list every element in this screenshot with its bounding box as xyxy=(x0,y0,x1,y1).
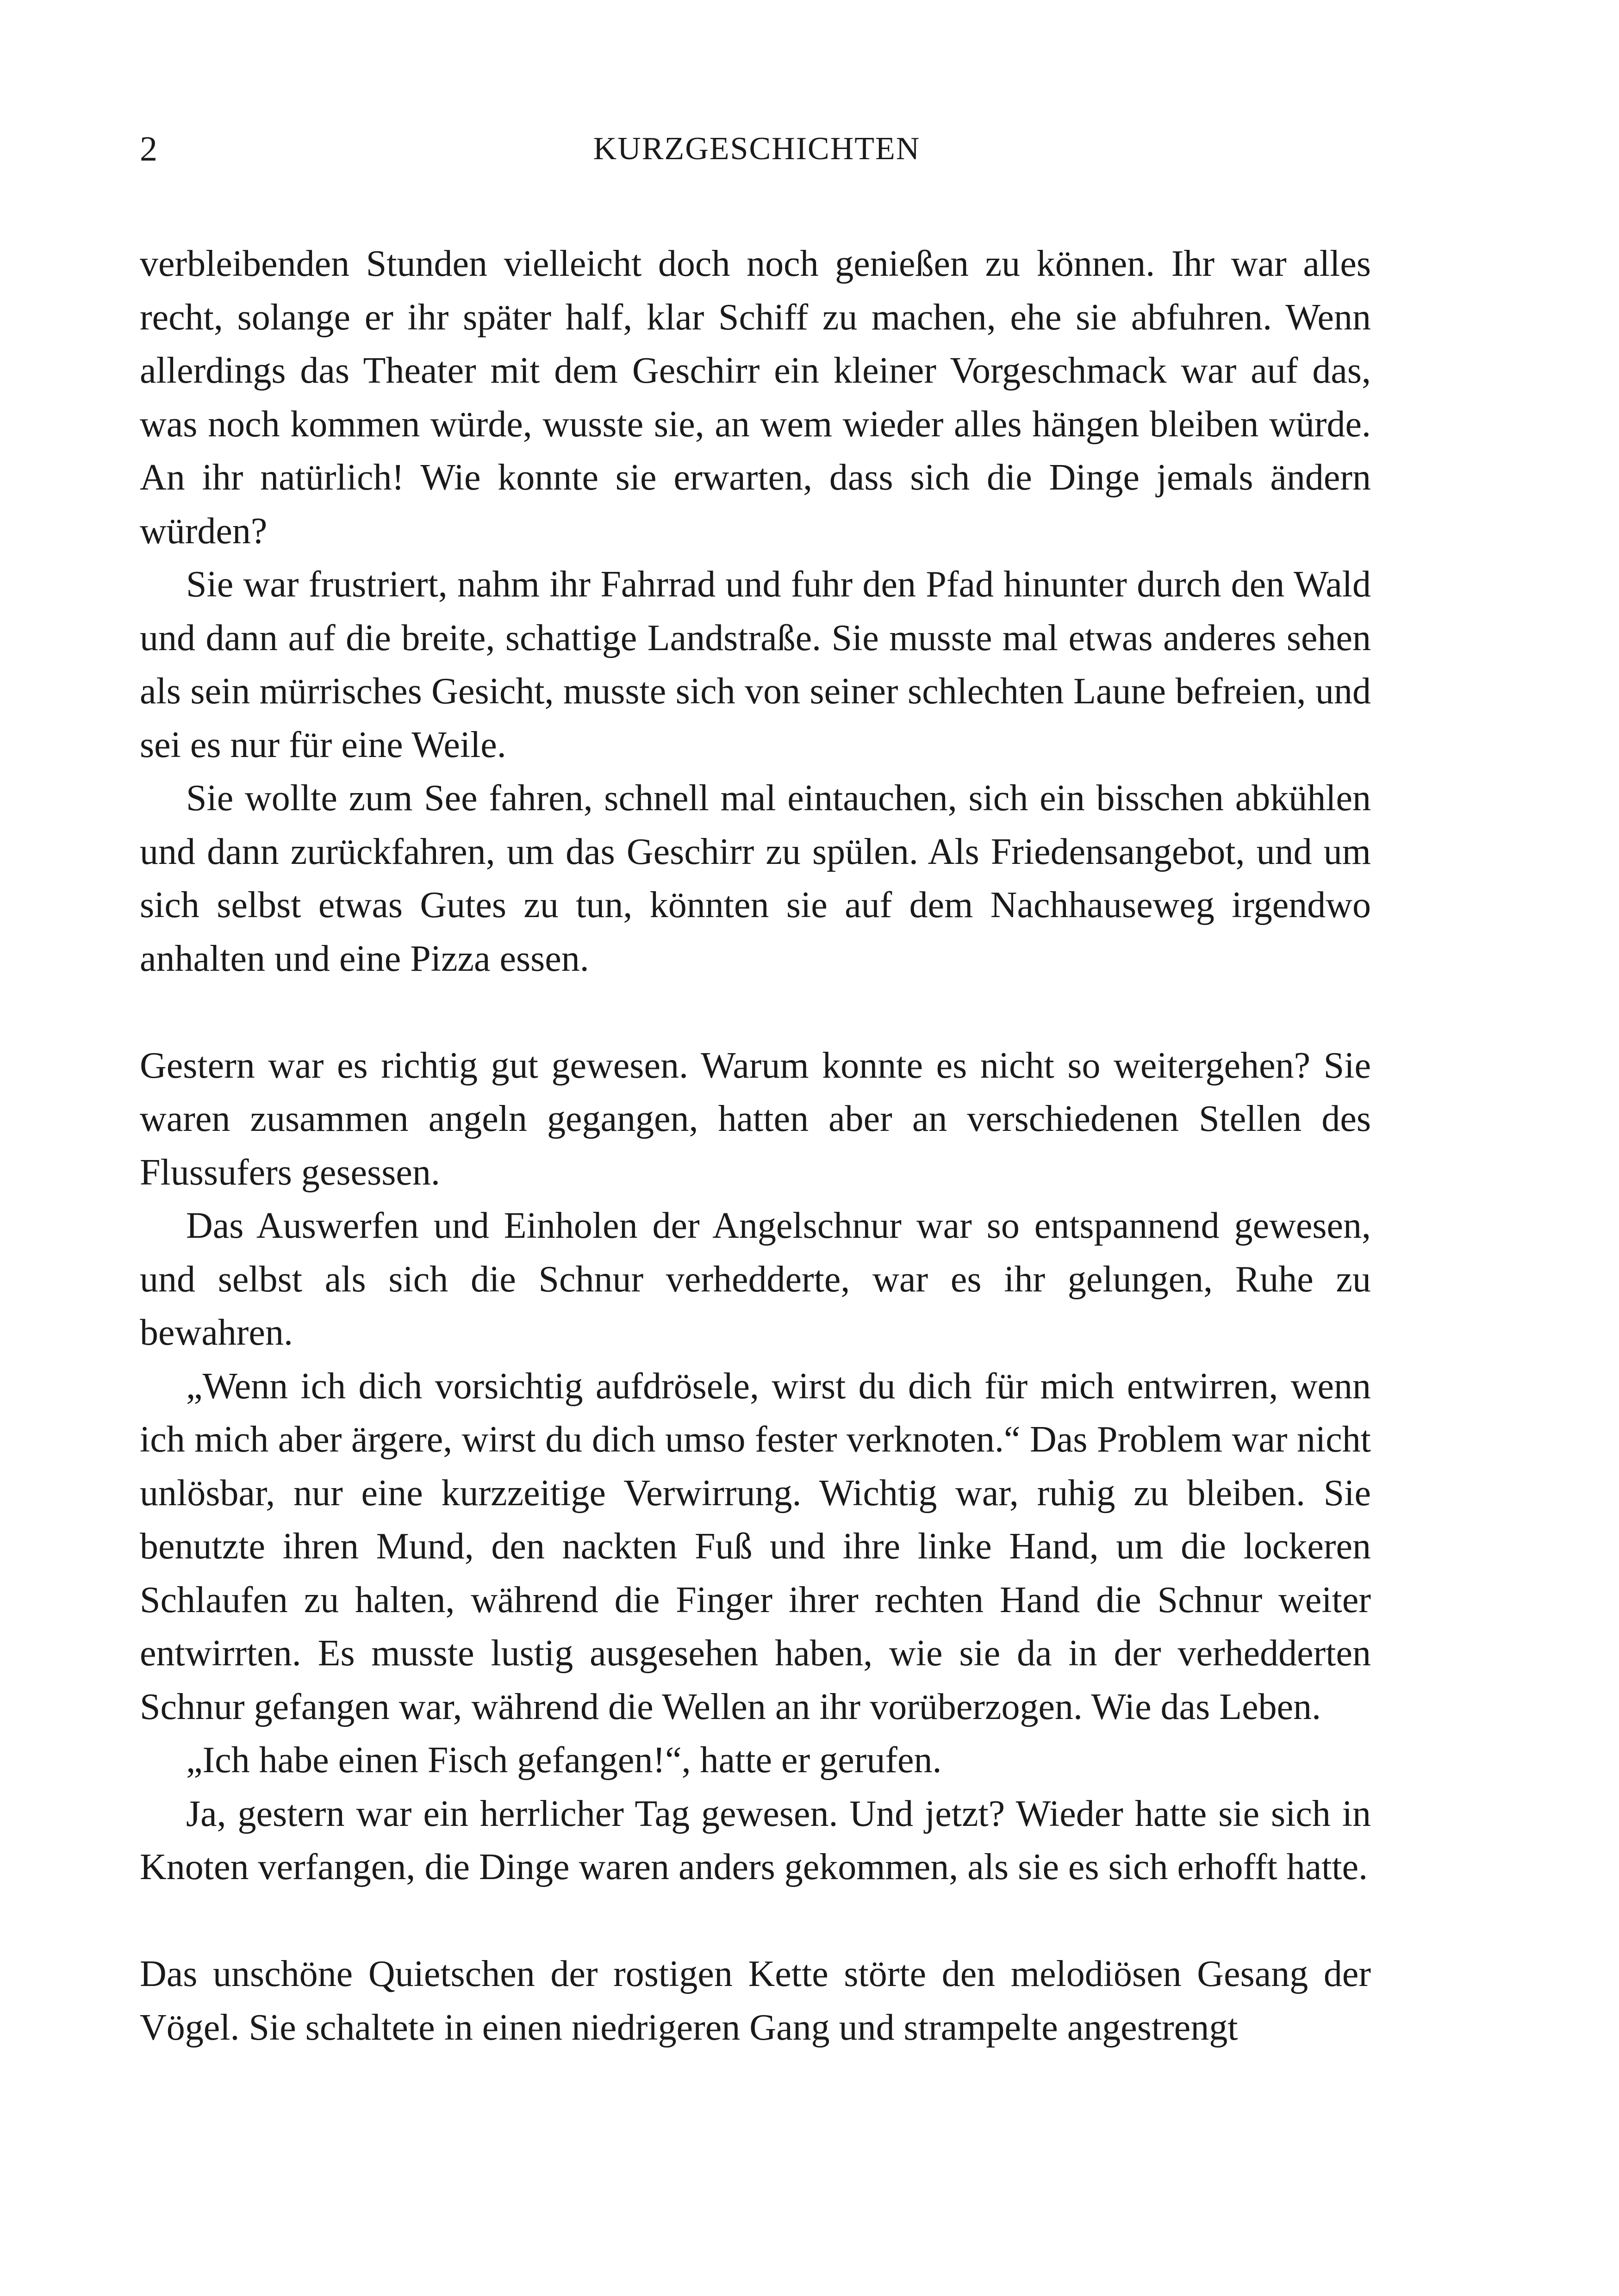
page-number: 2 xyxy=(140,130,157,168)
paragraph: Sie wollte zum See fahren, schnell mal eintauchen, sich ein bisschen abkühlen und dann zurückfahren, um das Geschirr zu spülen. Als Friedensangebot, und um sich selbst etwas Gutes zu tun, könnten sie auf dem Nachhauseweg irgendwo anhalten und eine Pizza essen. xyxy=(140,778,1371,979)
body-text xyxy=(140,237,1371,2054)
section-break xyxy=(140,1894,1371,1948)
paragraph: „Wenn ich dich vorsichtig aufdrösele, wirst du dich für mich entwirren, wenn ich mich aber ärgere, wirst du dich umso fester verknoten.“ Das Problem war nicht unlösbar, nur eine kurzzeitige Verwirrung. Wichtig war, ruhig zu bleiben. Sie benutzte ihren Mund, den nackten Fuß und ihre linke Hand, um die lockeren Schlaufen zu halten, während die Finger ihrer rechten Hand die Schnur weiter entwirrten. Es musste lustig ausgesehen haben, wie sie da in der verhedderten Schnur gefangen war, während die Wellen an ihr vorüberzogen. Wie das Leben. xyxy=(140,1365,1371,1727)
section-break xyxy=(140,986,1371,1039)
paragraph: Das Auswerfen und Einholen der Angelschnur war so entspannend gewesen, und selbst als sich die Schnur verhedderte, war es ihr gelungen, Ruhe zu bewahren. xyxy=(140,1205,1371,1353)
paragraph: verbleibenden Stunden vielleicht doch noch genießen zu können. Ihr war alles recht, solange er ihr später half, klar Schiff zu machen, ehe sie abfuhren. Wenn allerdings das Theater mit dem Geschirr ein kleiner Vorgeschmack war auf das, was noch kommen würde, wusste sie, an wem wieder alles hängen bleiben würde. An ihr natürlich! Wie konnte sie erwarten, dass sich die Dinge jemals ändern würden? xyxy=(140,243,1371,552)
running-head: KURZGESCHICHTEN xyxy=(593,131,921,167)
paragraph: „Ich habe einen Fisch gefangen!“, hatte er gerufen. xyxy=(186,1740,942,1781)
paragraph: Ja, gestern war ein herrlicher Tag gewesen. Und jetzt? Wieder hatte sie sich in Knoten verfangen, die Dinge waren anders gekommen, als sie es sich erhofft hatte. xyxy=(140,1793,1371,1887)
paragraph: Gestern war es richtig gut gewesen. Warum konnte es nicht so weitergehen? Sie waren zusammen angeln gegangen, hatten aber an verschiedenen Stellen des Flussufers gesessen. xyxy=(140,1045,1371,1193)
page-header xyxy=(140,121,1374,177)
paragraph: Das unschöne Quietschen der rostigen Kette störte den melodiösen Gesang der Vögel. Sie schaltete in einen niedrigeren Gang und strampelte angestrengt xyxy=(140,1954,1371,2048)
paragraph: Sie war frustriert, nahm ihr Fahrrad und fuhr den Pfad hinunter durch den Wald und dann auf die breite, schattige Landstraße. Sie musste mal etwas anderes sehen als sein mürrisches Gesicht, musste sich von seiner schlechten Laune befreien, und sei es nur für eine Weile. xyxy=(140,564,1371,765)
